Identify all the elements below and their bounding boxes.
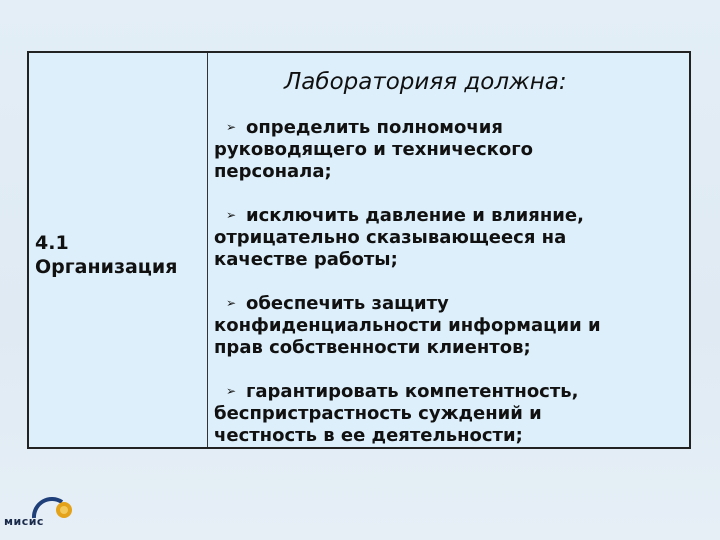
logo-text: мисис: [4, 515, 44, 528]
arrow-bullet-icon: ➢: [226, 208, 237, 222]
misis-logo: [4, 488, 74, 534]
section-number: 4.1: [35, 232, 69, 254]
list-item: ➢ исключить давление и влияние, отрицательно сказывающееся на качестве работы;: [214, 205, 584, 270]
list-item: ➢ гарантировать компетентность, беспристрастность суждений и честность в ее деятельности;: [214, 381, 579, 446]
section-label: [35, 231, 205, 279]
requirements-heading: Лабораторияя должна:: [284, 69, 567, 95]
arrow-bullet-icon: ➢: [226, 384, 237, 398]
list-item: ➢ определить полномочия руководящего и технического персонала;: [214, 117, 533, 182]
list-item: ➢ обеспечить защиту конфиденциальности информации и прав собственности клиентов;: [214, 293, 601, 358]
arrow-bullet-icon: ➢: [226, 296, 237, 310]
section-title: Организация: [35, 256, 178, 278]
arrow-bullet-icon: ➢: [226, 120, 237, 134]
content-table: [27, 51, 691, 449]
column-divider: [207, 53, 208, 447]
requirements-list: [214, 116, 684, 468]
